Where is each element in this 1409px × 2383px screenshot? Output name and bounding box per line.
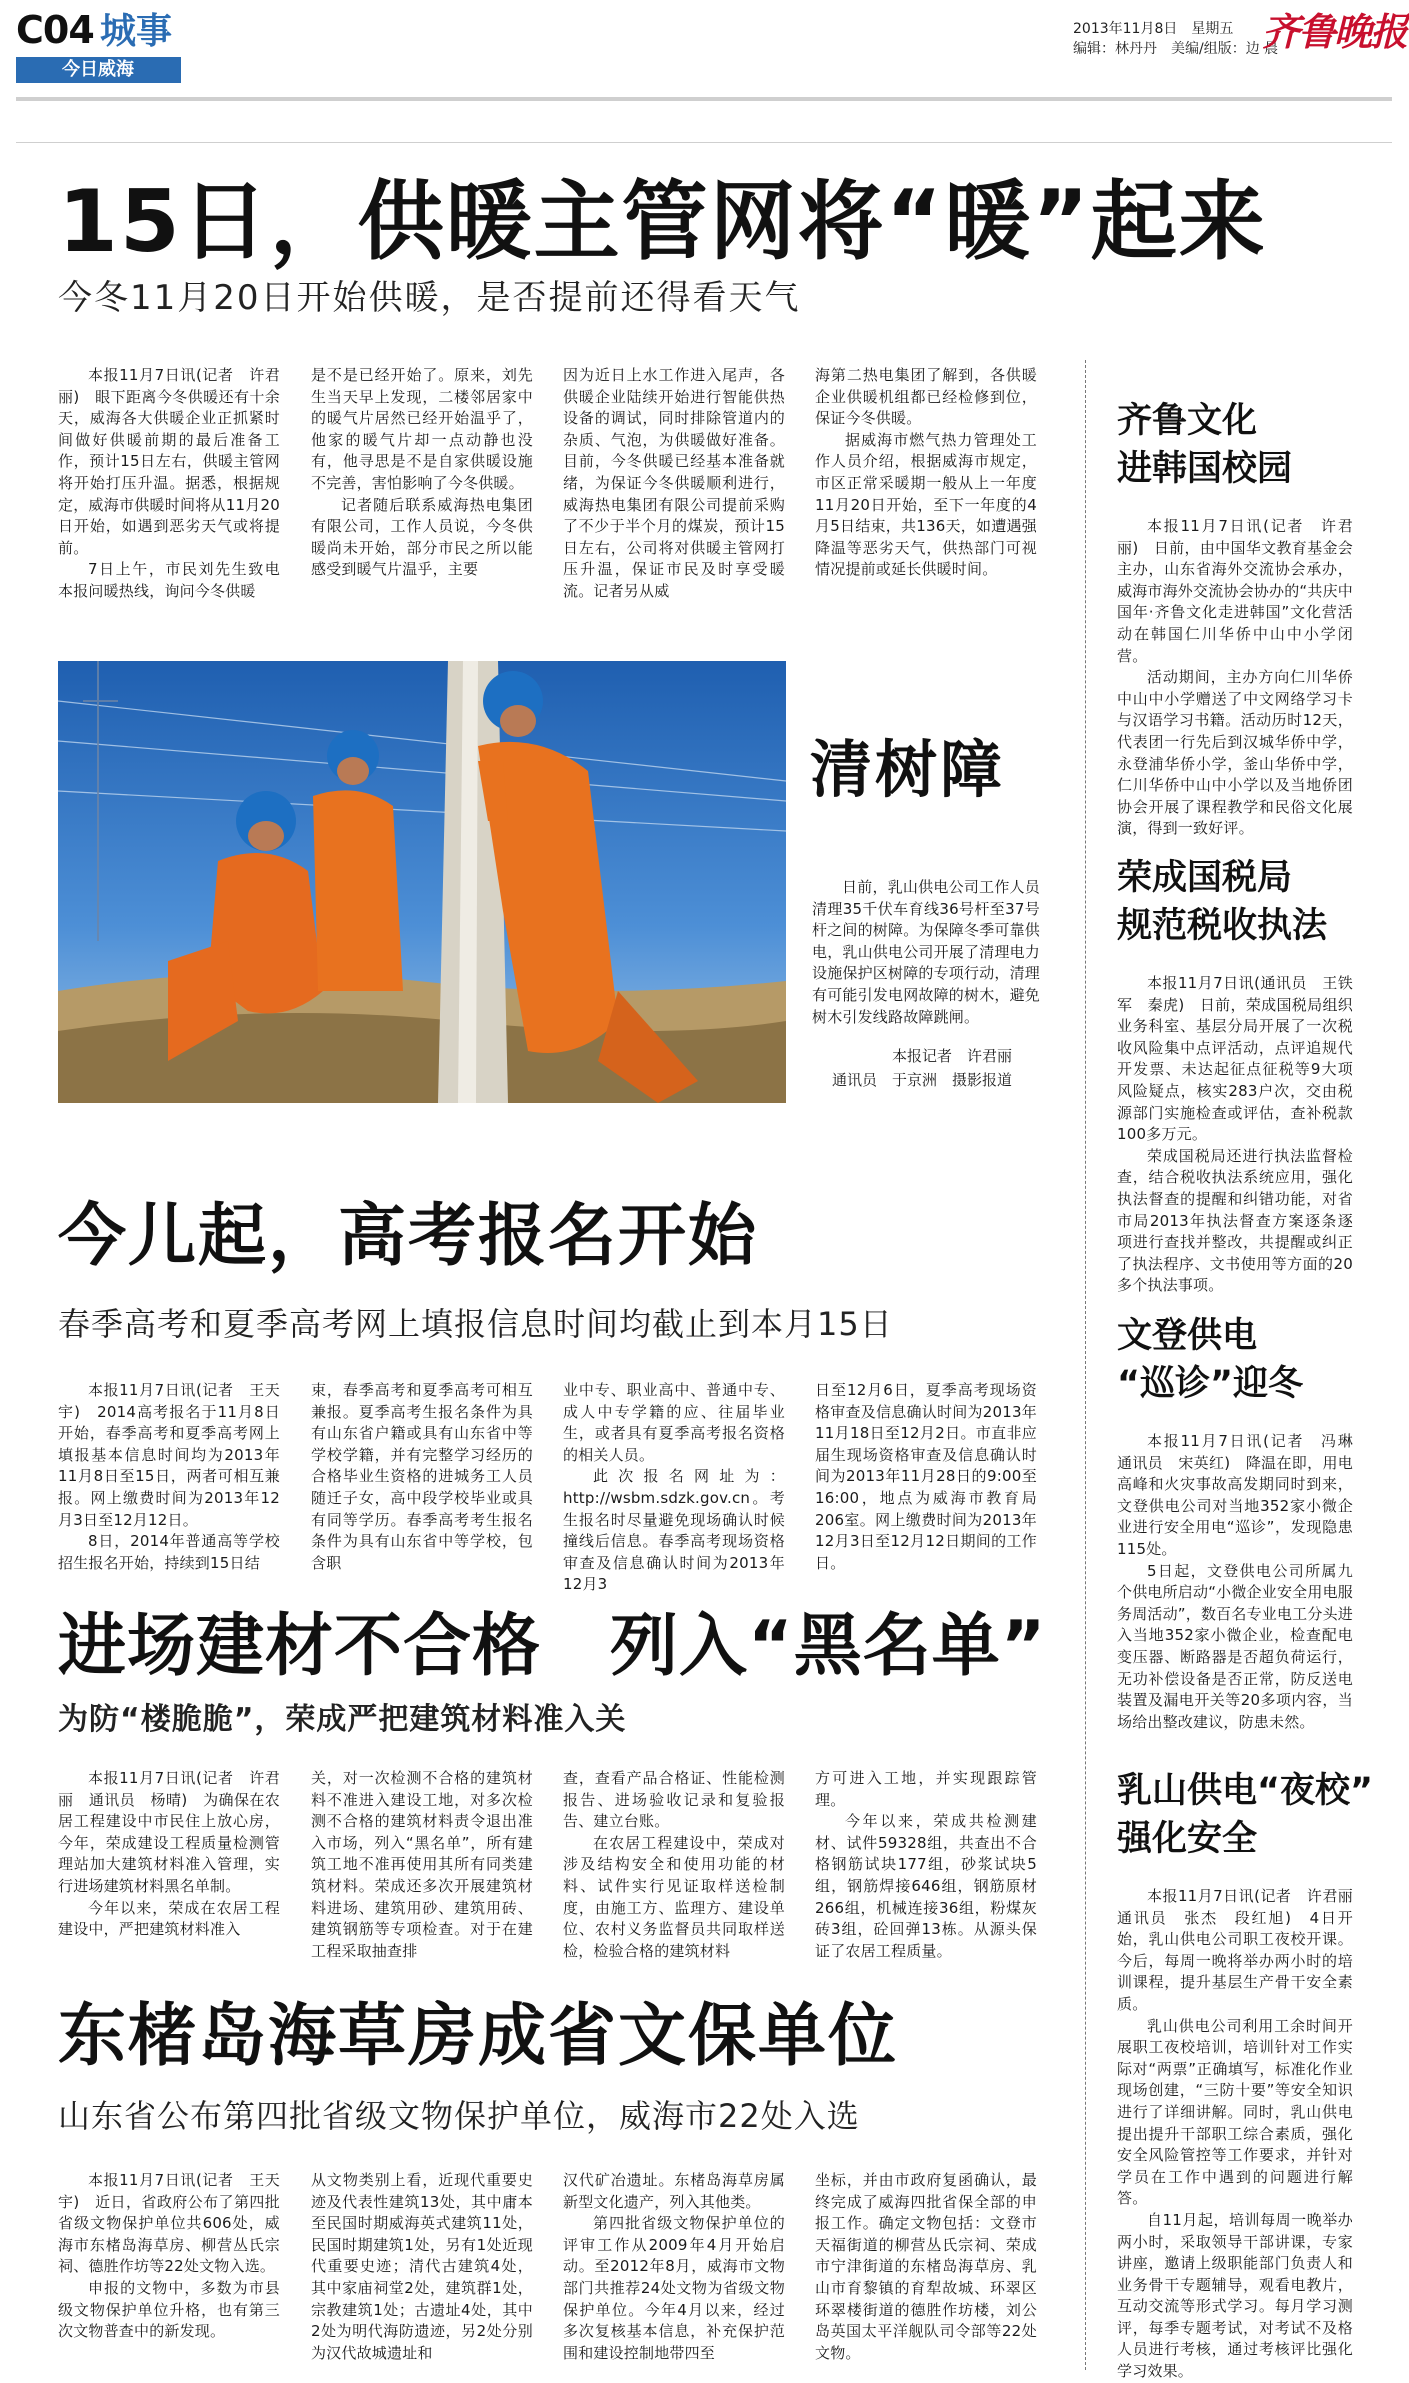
side3-title-line1: 文登供电 <box>1117 1316 1258 1356</box>
subsection-name: 今日威海 <box>62 59 134 80</box>
photo-credit-2: 通讯员 于京洲 摄影报道 <box>832 1071 1013 1089</box>
photo-caption: 日前，乳山供电公司工作人员清理35千伏车育线36号杆至37号杆之间的树障。为保障冬季可靠供电，乳山供电公司开展了清理电力设施保护区树障的专项行动，清理有可能引发电网故障的树木，避免树木引发线路故障跳闸。 <box>812 878 1041 1026</box>
article3-title: 进场建材不合格 列入“黑名单” <box>58 1607 1047 1686</box>
article2-column-3: 业中专、职业高中、普通中专、成人中专学籍的应、往届毕业生，或者具有夏季高考报名资格的相关人员。 此次报名网址为：http://wsbm.sdzk.gov.cn。考生报名时尽量避免现场确认时候撞线后信息。春季高考现场资格审查及信息确认时间为2013年12月3 <box>563 1381 785 1594</box>
editor-credits: 编辑：林丹丹 美编/组版：边 晨 <box>1073 41 1279 57</box>
side3-title-line2: “巡诊”迎冬 <box>1117 1364 1304 1404</box>
article3-column-3: 查，查看产品合格证、性能检测报告、进场验收记录和复验报告、建立台账。 在农居工程建设中，荣成对涉及结构安全和使用功能的材料、试件实行见证取样送检制度，由施工方、监理方、建设单位、农村义务监督员共同取样送检，检验合格的建筑材料 <box>563 1769 785 1960</box>
side1-title-line2: 进韩国校园 <box>1117 449 1293 489</box>
article3-column-1: 本报11月7日讯(记者 许君丽 通讯员 杨晴) 为确保在农居工程建设中市民住上放心房，今年，荣成建设工程质量检测管理站加大建筑材料准入管理，实行进场建筑材料黑名单制。 今年以来，荣成在农居工程建设中，严把建筑材料准入 <box>58 1769 280 1939</box>
article2-title: 今儿起，高考报名开始 <box>58 1197 759 1276</box>
side4-title-line1: 乳山供电“夜校” <box>1117 1771 1374 1811</box>
issue-date: 2013年11月8日 星期五 <box>1073 21 1234 37</box>
side2-body: 本报11月7日讯(通讯员 王铁军 秦虎) 日前，荣成国税局组织业务科室、基层分局开展了一次税收风险集中点评活动，点评追规代开发票、未达起征点征税等9大项风险疑点，核实283户次，交由税源部门实施检查或评估，查补税款100多万元。 荣成国税局还进行执法监督检查，结合税收执法系统应用，强化执法督查的提醒和纠错功能，对省市局2013年执法督查方案逐条逐项进行查找并整改，共提醒或纠正了执法程序、文书使用等方面的20多个执法事项。 <box>1117 974 1353 1295</box>
article2-column-4: 日至12月6日，夏季高考现场资格审查及信息确认时间为2013年11月18日至12月2日。市直非应届生现场资格审查及信息确认时间为2013年11月28日的9:00至16:00，地点为威海市教育局206室。网上缴费时间为2013年12月3日至12月12日期间的工作日。 <box>815 1381 1037 1572</box>
photo-title: 清树障 <box>810 733 1006 806</box>
article4-column-3: 汉代矿冶遗址。东楮岛海草房属新型文化遗产，列入其他类。 第四批省级文物保护单位的评审工作从2009年4月开始启动。至2012年8月，威海市文物部门共推荐24处文物为省级文物保护单位。今年4月以来，经过多次复核基本信息，补充保护范围和建设控制地带四至 <box>563 2171 785 2362</box>
article3-column-2: 关，对一次检测不合格的建筑材料不准进入建设工地，对多次检测不合格的建筑材料责令退出准入市场，列入“黑名单”，所有建筑工地不准再使用其所有同类建筑材料。荣成还多次开展建筑材料进场、建筑用砂、建筑用砖、建筑钢筋等专项检查。对于在建工程采取抽查排 <box>311 1769 533 1960</box>
masthead-rule-thin <box>16 142 1392 143</box>
article4-column-4: 坐标，并由市政府复函确认，最终完成了威海四批省保全部的申报工作。确定文物包括：文登市天福街道的柳营丛氏宗祠、荣成市宁津街道的东楮岛海草房、乳山市育黎镇的育犁故城、环翠区环翠楼街道的德胜作坊楼，刘公岛英国太平洋舰队司令部等22处文物。 <box>815 2171 1037 2362</box>
article4-column-2: 从文物类别上看，近现代重要史迹及代表性建筑13处，其中庸本至民国时期威海英式建筑11处，民国时期建筑1处，另有1处近现代重要史迹；清代古建筑4处，其中家庙祠堂2处，建筑群1处，宗教建筑1处；古遗址4处，其中2处为明代海防遗迹，另2处分别为汉代故城遗址和 <box>311 2171 533 2362</box>
tree-clearing-photo <box>58 661 786 1103</box>
side1-title-line1: 齐鲁文化 <box>1117 401 1258 441</box>
side2-title-line2: 规范税收执法 <box>1117 906 1328 946</box>
side3-body: 本报11月7日讯(记者 冯琳 通讯员 宋英红) 降温在即，用电高峰和火灾事故高发期同时到来，文登供电公司对当地352家小微企业进行安全用电“巡诊”，发现隐患115处。 5日起，文登供电公司所属九个供电所启动“小微企业安全用电服务周活动”，数百名专业电工分头进入当地352家小微企业，检查配电变压器、断路器是否超负荷运行，无功补偿设备是否正常，防反送电装置及漏电开关等20多项内容，当场给出整改建议，防患未然。 <box>1117 1432 1369 1731</box>
article3-subtitle: 为防“楼脆脆”，荣成严把建筑材料准入关 <box>58 1702 627 1737</box>
article2-column-2: 束，春季高考和夏季高考可相互兼报。夏季高考生报名条件为具有山东省户籍或具有山东省中等学校学籍，并有完整学习经历的合格毕业生资格的进城务工人员随迁子女，高中段学校毕业或具有同等学历。春季高考考生报名条件为具有山东省中等学校，包含职 <box>311 1381 533 1572</box>
page-code: C04 <box>16 8 94 52</box>
paper-logo: 齐鲁晚报 <box>1262 9 1407 54</box>
sidebar-divider <box>1085 360 1086 2370</box>
photo-credit-1: 本报记者 许君丽 <box>892 1047 1013 1065</box>
article4-column-1: 本报11月7日讯(记者 王天宇) 近日，省政府公布了第四批省级文物保护单位共606处，威海市东楮岛海草房、柳营丛氏宗祠、德胜作坊等22处文物入选。 申报的文物中，多数为市县级文物保护单位升格，也有第三次文物普查中的新发现。 <box>58 2171 280 2341</box>
side1-body: 本报11月7日讯(记者 许君丽) 日前，由中国华文教育基金会主办，山东省海外交流协会承办，威海市海外交流协会协办的“共庆中国年·齐鲁文化走进韩国”文化营活动在韩国仁川华侨中山中小学闭营。 活动期间，主办方向仁川华侨中山中小学赠送了中文网络学习卡与汉语学习书籍。活动历时12天，代表团一行先后到汉城华侨中学，永登浦华侨小学，釜山华侨中学，仁川华侨中山中小学以及当地侨团协会开展了课程教学和民俗文化展演，得到一致好评。 <box>1117 517 1353 838</box>
news-photo <box>58 661 786 1103</box>
article4-subtitle: 山东省公布第四批省级文物保护单位，威海市22处入选 <box>58 2097 860 2135</box>
article3-column-4: 方可进入工地，并实现跟踪管理。 今年以来，荣成共检测建材、试件59328组，共查出不合格钢筋试块177组，砂浆试块5组，钢筋焊接646组，钢筋原材266组，机械连接36组，粉煤灰砖3组，砼回弹13栋。从源头保证了农居工程质量。 <box>815 1769 1037 1960</box>
side4-title-line2: 强化安全 <box>1117 1819 1258 1859</box>
article4-title: 东楮岛海草房成省文保单位 <box>58 1997 899 2076</box>
article2-subtitle: 春季高考和夏季高考网上填报信息时间均截止到本月15日 <box>58 1305 893 1343</box>
masthead-rule <box>16 97 1392 101</box>
article1-column-1: 本报11月7日讯(记者 许君丽) 眼下距离今冬供暖还有十余天，威海各大供暖企业正抓紧时间做好供暖前期的最后准备工作，预计15日左右，供暖主管网将开始打压升温。据悉，根据规定，威海市供暖时间将从11月20日开始，如遇到恶劣天气或将提前。 7日上午，市民刘先生致电本报问暖热线，询问今冬供暖 <box>58 366 280 600</box>
article1-column-2: 是不是已经开始了。原来，刘先生当天早上发现，二楼邻居家中的暖气片居然已经开始温乎了，他家的暖气片却一点动静也没有，他寻思是不是自家供暖设施不完善，害怕影响了今冬供暖。 记者随后联系威海热电集团有限公司，工作人员说，今冬供暖尚未开始，部分市民之所以能感受到暖气片温乎，主要 <box>311 366 533 579</box>
article1-column-4: 海第二热电集团了解到，各供暖企业供暖机组都已经检修到位，保证今冬供暖。 据威海市燃气热力管理处工作人员介绍，根据威海市规定，市区正常采暖期一般从上一年度11月20日开始，至下一年度的4月5日结束，共136天，如遭遇强降温等恶劣天气，供热部门可视情况提前或延长供暖时间。 <box>815 366 1037 579</box>
article1-title: 15日，供暖主管网将“暖”起来 <box>58 172 1267 272</box>
article2-column-1: 本报11月7日讯(记者 王天宇) 2014高考报名于11月8日开始，春季高考和夏季高考网上填报基本信息时间均为2013年11月8日至15日，两者可相互兼报。网上缴费时间为2013年12月3日至12月12日。 8日，2014年普通高等学校招生报名开始，持续到15日结 <box>58 1381 280 1572</box>
side4-body: 本报11月7日讯(记者 许君丽 通讯员 张杰 段红旭) 4日开始，乳山供电公司职工夜校开课。今后，每周一晚将举办两小时的培训课程，提升基层生产骨干安全素质。 乳山供电公司利用工余时间开展职工夜校培训，培训针对工作实际对“两票”正确填写，标准化作业现场创建，“三防十要”等安全知识进行了详细讲解。同时，乳山供电提出提升干部职工综合素质，强化安全风险管控等工作要求，并针对学员在工作中遇到的问题进行解答。 自11月起，培训每周一晚举办两小时，采取领导干部讲课，专家讲座，邀请上级职能部门负责人和业务骨干专题辅导，观看电教片，互动交流等形式学习。每月学习测评，每季专题考试，对考试不及格人员进行考核，通过考核评比强化学习效果。 <box>1117 1887 1369 2381</box>
article1-column-3: 因为近日上水工作进入尾声，各供暖企业陆续开始进行智能供热设备的调试，同时排除管道内的杂质、气泡，为供暖做好准备。目前，今冬供暖已经基本准备就绪，为保证今冬供暖顺利进行，威海热电集团有限公司提前采购了不少于半个月的煤炭，预计15日左右，公司将对供暖主管网打压升温，保证市民及时享受暖流。记者另从威 <box>563 366 785 600</box>
side2-title-line1: 荣成国税局 <box>1117 858 1293 898</box>
article1-subtitle: 今冬11月20日开始供暖，是否提前还得看天气 <box>58 278 801 318</box>
section-name: 城事 <box>100 11 173 52</box>
